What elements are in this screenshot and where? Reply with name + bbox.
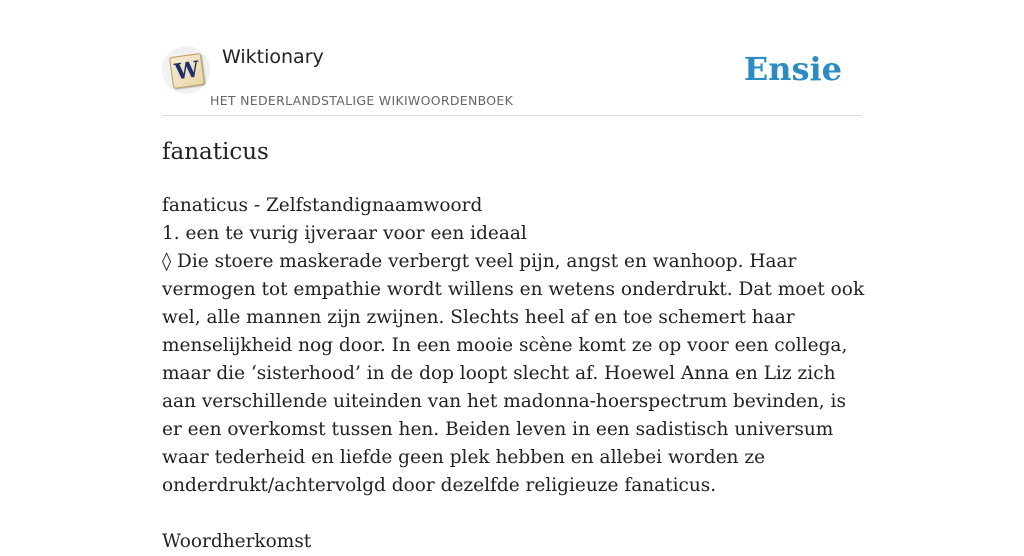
entry-body <box>162 192 866 556</box>
header-divider <box>162 115 862 116</box>
entry-title: fanaticus <box>162 139 269 165</box>
part-of-speech-line: fanaticus - Zelfstandignaamwoord <box>162 195 483 216</box>
example-text: Die stoere maskerade verbergt veel pijn, angst en wanhoop. Haar vermogen tot empathie wordt willens en wetens onderdrukt. Dat moet ook wel, alle mannen zijn zwijnen. Slechts heel af en toe schemert haar menselijkheid nog door. In een mooie scène komt ze op voor een collega, maar die ‘sisterhood’ in de dop loopt slecht af. Hoewel Anna en Liz zich aan verschillende uiteinden van het madonna-hoerspectrum bevinden, is er een overkomst tussen hen. Beiden leven in een sadistisch universum waar tederheid en liefde geen plek hebben en allebei worden ze onderdrukt/achtervolgd door dezelfde religieuze fanaticus. <box>162 251 865 496</box>
etymology-heading: Woordherkomst <box>162 531 312 552</box>
wiktionary-tile-icon: W <box>169 53 205 89</box>
ensie-brand-logo[interactable]: Ensie <box>743 50 842 88</box>
definition: 1. een te vurig ijveraar voor een ideaal <box>162 223 527 244</box>
site-tagline: HET NEDERLANDSTALIGE WIKIWOORDENBOEK <box>210 93 514 108</box>
example-sentence <box>162 248 866 500</box>
site-name[interactable]: Wiktionary <box>222 46 324 68</box>
wiktionary-logo[interactable] <box>162 46 210 94</box>
spacer <box>162 500 866 528</box>
example-marker-icon: ◊ <box>162 251 172 272</box>
page <box>162 0 865 552</box>
